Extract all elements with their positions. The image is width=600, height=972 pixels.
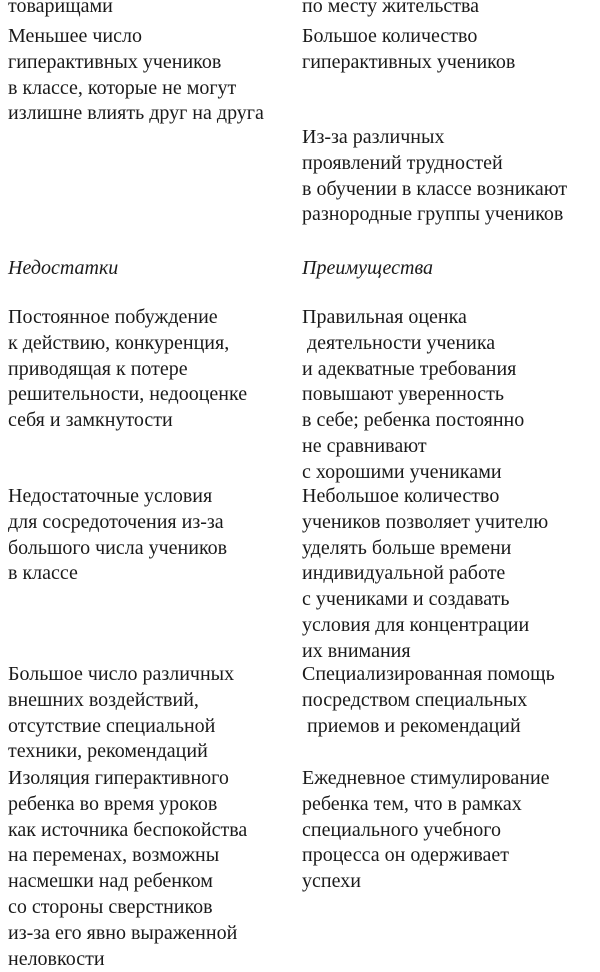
row4-left-cell: Недостаточные условия для сосредоточения из-за большого числа учеников в классе bbox=[8, 485, 228, 585]
header-disadvantages: Недостатки bbox=[8, 257, 119, 279]
row2-right-cell: Из-за различных проявлений трудностей в обучении в классе возникают разнородные группы учеников bbox=[302, 126, 568, 226]
row6-right-cell: Ежедневное стимулирование ребенка тем, что в рамках специального учебного процесса он одерживает успехи bbox=[302, 767, 550, 893]
header-advantages: Преимущества bbox=[302, 257, 434, 279]
row6-left-cell: Изоляция гиперактивного ребенка во время уроков как источника беспокойства на переменах, возможны насмешки над ребенком со стороны сверстников из-за его явно выраженной неловкости bbox=[8, 767, 248, 970]
top-fragment-left: товарищами bbox=[8, 0, 113, 17]
row5-left-cell: Большое число различных внешних воздействий, отсутствие специальной техники, рекомендаций bbox=[8, 663, 235, 763]
top-fragment-right: по месту жительства bbox=[302, 0, 480, 17]
row3-left-cell: Постоянное побуждение к действию, конкуренция, приводящая к потере решительности, недооценке себя и замкнутости bbox=[8, 306, 248, 432]
row1-right-cell: Большое количество гиперактивных учеников bbox=[302, 25, 516, 73]
row3-right-cell: Правильная оценка деятельности ученика и адекватные требования повышают уверенность в себе; ребенка постоянно не сравнивают с хорошими учениками bbox=[302, 306, 525, 483]
row4-right-cell: Небольшое количество учеников позволяет учителю уделять больше времени индивидуальной работе с учениками и создавать условия для концентрации их внимания bbox=[302, 485, 549, 662]
row1-left-cell: Меньшее число гиперактивных учеников в классе, которые не могут излишне влиять друг на друга bbox=[8, 25, 264, 125]
row5-right-cell: Специализированная помощь посредством специальных приемов и рекомендаций bbox=[302, 663, 555, 737]
